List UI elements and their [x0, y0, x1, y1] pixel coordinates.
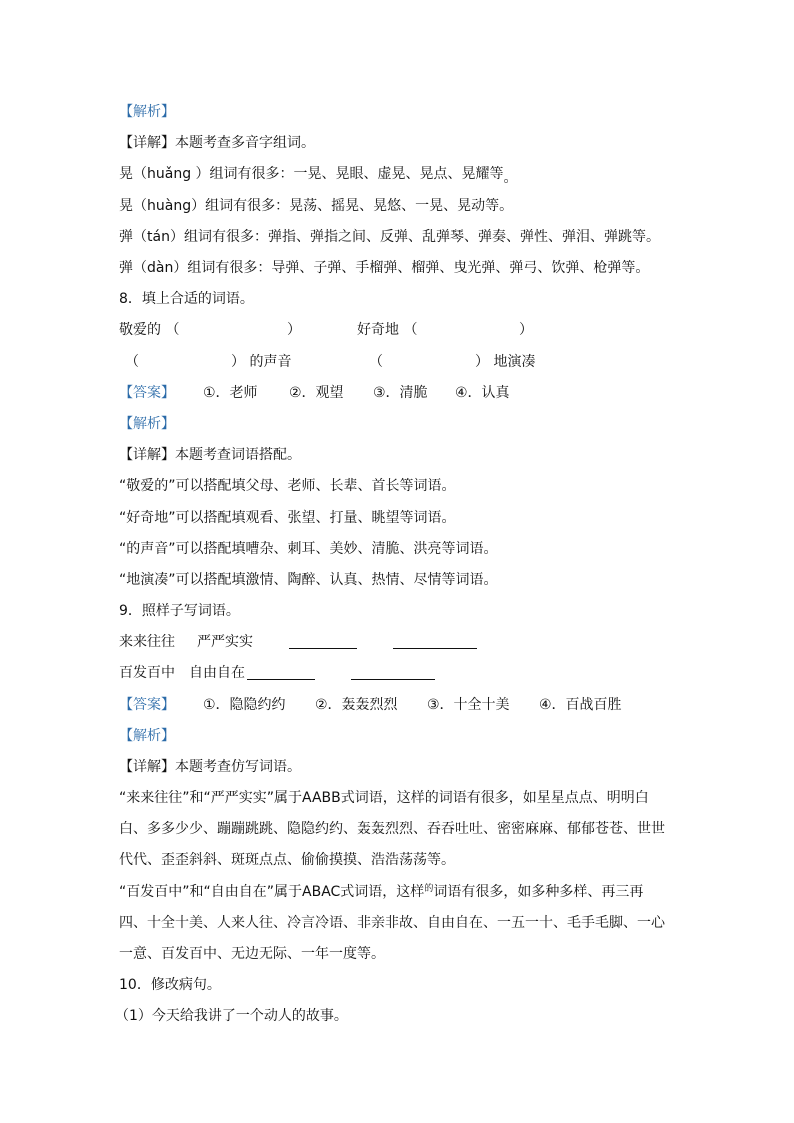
- q8-line: “好奇地”可以搭配填观看、张望、打量、眺望等词语。: [119, 510, 456, 526]
- q9-para1-line: 白、多多少少、蹦蹦跳跳、隐隐约约、轰轰烈烈、吞吞吐吐、密密麻麻、郁郁苍苍、世世: [119, 821, 665, 837]
- q7-line2: 晃（huàng）组词有很多：晃荡、摇晃、晃悠、一晃、晃动等。: [119, 198, 514, 214]
- q7-line3: 弹（tán）组词有很多：弹指、弹指之间、反弹、乱弹琴、弹奏、弹性、弹泪、弹跳等。: [119, 229, 660, 245]
- answer-blank: [351, 665, 435, 680]
- q8-line: “的声音”可以搭配填嘈杂、刺耳、美妙、清脆、洪亮等词语。: [119, 541, 498, 557]
- answer-label: 【答案】: [119, 385, 175, 401]
- answer-item: ②．轰轰烈烈: [315, 697, 398, 713]
- answer-item: ③．十全十美: [427, 697, 510, 713]
- detail-text: 本题考查多音字组词。: [175, 135, 315, 151]
- answer-blank: [247, 665, 315, 680]
- q8-analysis-tag: 【解析】: [119, 416, 175, 432]
- q9-para1-line: 代代、歪歪斜斜、斑斑点点、偷偷摸摸、浩浩荡荡等。: [119, 852, 455, 868]
- q7-line4: 弹（dàn）组词有很多：导弹、子弹、手榴弹、榴弹、曳光弹、弹弓、饮弹、枪弹等。: [119, 260, 650, 276]
- q9-para2-line: 四、十全十美、人来人往、冷言冷语、非亲非故、自由自在、一五一十、毛手毛脚、一心: [119, 915, 665, 931]
- q10-sub1: （1）今天给我讲了一个动人的故事。: [115, 1008, 348, 1024]
- q7-line1: 晃（huǎng ）组词有很多：一晃、晃眼、虚晃、晃点、晃耀等。: [119, 166, 518, 186]
- q8-line: “敬爱的”可以搭配填父母、老师、长辈、首长等词语。: [119, 478, 456, 494]
- q9-row1: 来来往往 严严实实: [119, 631, 679, 653]
- q9-detail: 【详解】本题考查仿写词语。: [119, 759, 301, 775]
- q8-row2: （ ） 的声音 （ ） 地演凑: [125, 354, 536, 370]
- q9-answer: 【答案】 ①．隐隐约约 ②．轰轰烈烈 ③．十全十美 ④．百战百胜: [119, 694, 679, 716]
- q9-para2-line: 一意、百发百中、无边无际、一年一度等。: [119, 946, 385, 962]
- q8-line: “地演凑”可以搭配填激情、陶醉、认真、热情、尽情等词语。: [119, 572, 498, 588]
- q8-detail: 【详解】本题考查词语搭配。: [119, 447, 301, 463]
- q7-analysis-tag: 【解析】: [119, 104, 175, 120]
- answer-item: ①．隐隐约约: [203, 697, 286, 713]
- answer-item: ④．认真: [455, 385, 510, 401]
- q9-row2: 百发百中 自由自在: [119, 662, 679, 684]
- answer-blank: [289, 634, 357, 649]
- q9-title: 9．照样子写词语。: [119, 603, 240, 619]
- q9-para2-line: “百发百中”和“自由自在”属于ABAC式词语，这样$^的$词语有很多，如多种多样、再三再: [119, 884, 644, 900]
- answer-item: ①．老师: [203, 385, 258, 401]
- answer-item: ③．清脆: [373, 385, 428, 401]
- q8-answer: [119, 382, 679, 404]
- q9-para1-line: “来来往往”和“严严实实”属于AABB式词语，这样的词语有很多，如星星点点、明明白: [119, 790, 649, 806]
- q8-title: 8．填上合适的词语。: [119, 291, 254, 307]
- answer-blank: [393, 634, 477, 649]
- q8-row1: 敬爱的 （ ） 好奇地 （ ）: [119, 322, 533, 338]
- detail-label: 【详解】: [119, 135, 175, 151]
- q7-detail: [119, 132, 315, 154]
- q10-title: 10．修改病句。: [119, 977, 221, 993]
- answer-item: ④．百战百胜: [539, 697, 622, 713]
- q9-analysis-tag: 【解析】: [119, 728, 175, 744]
- answer-item: ②．观望: [289, 385, 344, 401]
